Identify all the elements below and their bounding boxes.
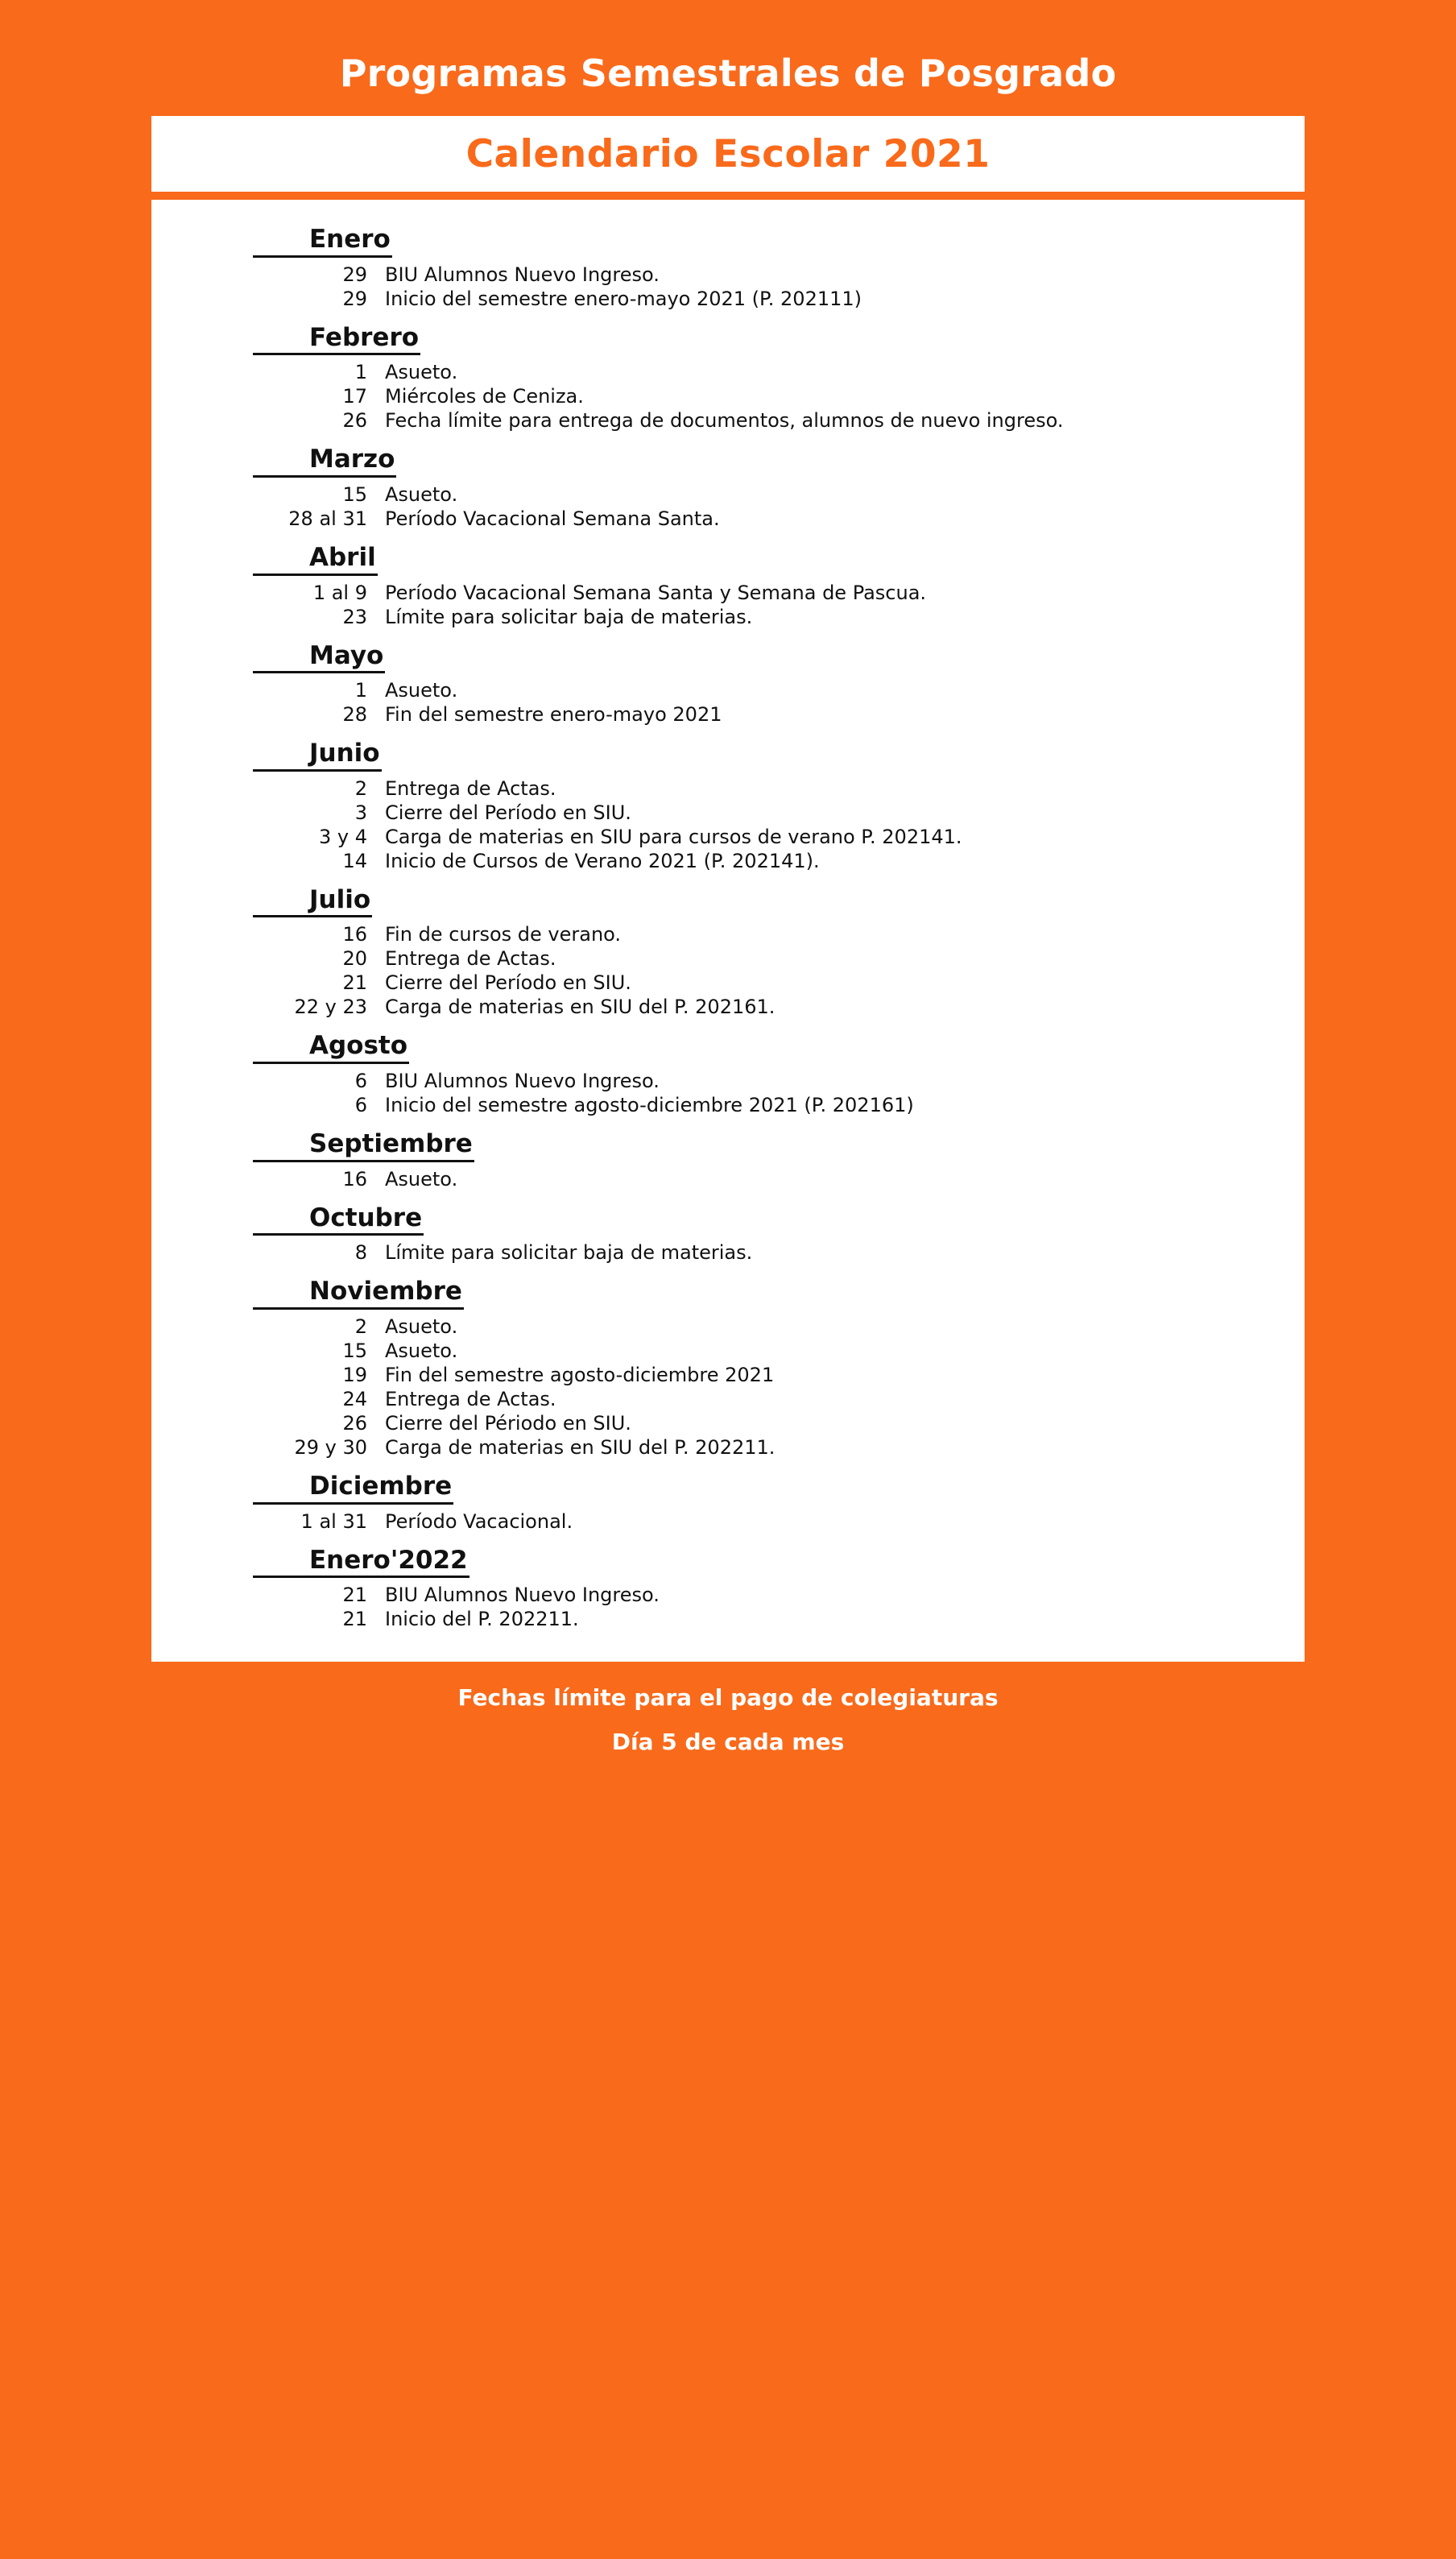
footer-line-1: Fechas límite para el pago de colegiaturas	[457, 1684, 999, 1712]
event-row	[151, 507, 1305, 531]
event-description: BIU Alumnos Nuevo Ingreso.	[385, 263, 660, 286]
event-date: 16	[342, 1167, 367, 1190]
month-heading-row	[151, 1204, 1305, 1236]
event-row	[151, 1435, 1305, 1460]
month-name: Junio	[253, 739, 382, 772]
month-name: Abril	[253, 544, 378, 576]
event-row	[151, 922, 1305, 946]
month-name: Marzo	[253, 445, 396, 478]
event-date: 28 al 31	[288, 507, 367, 530]
event-description: Límite para solicitar baja de materias.	[385, 605, 753, 628]
event-description: Período Vacacional Semana Santa.	[385, 507, 720, 530]
month-name: Diciembre	[253, 1472, 453, 1505]
event-row	[151, 384, 1305, 408]
event-description: Carga de materias en SIU del P. 202211.	[385, 1436, 776, 1460]
event-date: 2	[354, 1315, 367, 1339]
event-description: Inicio de Cursos de Verano 2021 (P. 202141).	[385, 849, 820, 872]
month-heading-row	[151, 445, 1305, 478]
event-date: 6	[354, 1070, 367, 1093]
event-date: 23	[342, 605, 367, 628]
month-block	[151, 1204, 1305, 1265]
event-description: Carga de materias en SIU para cursos de verano P. 202141.	[385, 825, 962, 848]
footer	[457, 1684, 998, 1773]
month-heading-row	[151, 739, 1305, 772]
event-row	[151, 408, 1305, 433]
event-date: 29	[342, 287, 367, 310]
event-date: 15	[342, 482, 367, 506]
event-date: 21	[342, 1608, 367, 1631]
event-date: 8	[354, 1241, 367, 1265]
month-heading-row	[151, 544, 1305, 576]
event-date: 19	[342, 1364, 367, 1387]
event-row	[151, 1240, 1305, 1265]
event-description: Entrega de Actas.	[385, 1388, 556, 1411]
event-date: 3	[354, 801, 367, 824]
event-row	[151, 995, 1305, 1019]
event-row	[151, 287, 1305, 311]
calendar-body	[151, 200, 1305, 1662]
event-date: 3 y 4	[319, 825, 367, 848]
event-description: Asueto.	[385, 1167, 458, 1190]
month-block	[151, 1277, 1305, 1460]
event-date: 26	[342, 409, 367, 433]
event-row	[151, 263, 1305, 287]
event-description: Fin de cursos de verano.	[385, 923, 622, 946]
event-description: Límite para solicitar baja de materias.	[385, 1241, 753, 1265]
event-date: 21	[342, 1584, 367, 1607]
event-date: 1 al 31	[300, 1509, 367, 1533]
month-name: Mayo	[253, 642, 385, 674]
event-description: Cierre del Período en SIU.	[385, 801, 631, 824]
month-block	[151, 1547, 1305, 1632]
event-description: Cierre del Périodo en SIU.	[385, 1412, 631, 1435]
event-date: 21	[342, 971, 367, 995]
event-date: 1 al 9	[312, 581, 367, 604]
month-heading-row	[151, 642, 1305, 674]
event-row	[151, 1411, 1305, 1435]
event-description: Entrega de Actas.	[385, 776, 556, 800]
footer-line-2: Día 5 de cada mes	[611, 1729, 845, 1756]
event-description: BIU Alumnos Nuevo Ingreso.	[385, 1584, 660, 1607]
event-description: Entrega de Actas.	[385, 947, 556, 971]
event-description: Fecha límite para entrega de documentos, alumnos de nuevo ingreso.	[385, 409, 1064, 433]
event-row	[151, 482, 1305, 507]
event-date: 22 y 23	[294, 996, 367, 1019]
month-name: Noviembre	[253, 1277, 464, 1310]
month-heading-row	[151, 1547, 1305, 1579]
event-row	[151, 581, 1305, 605]
event-description: Período Vacacional.	[385, 1509, 573, 1533]
event-date: 16	[342, 923, 367, 946]
event-row	[151, 1093, 1305, 1117]
event-date: 2	[354, 776, 367, 800]
event-row	[151, 1363, 1305, 1387]
event-row	[151, 605, 1305, 629]
month-name: Septiembre	[253, 1130, 474, 1162]
month-name: Enero	[253, 226, 392, 258]
event-row	[151, 849, 1305, 873]
header-divider	[151, 192, 1305, 200]
month-heading-row	[151, 1032, 1305, 1064]
month-name: Agosto	[253, 1032, 409, 1064]
event-description: BIU Alumnos Nuevo Ingreso.	[385, 1070, 660, 1093]
event-description: Asueto.	[385, 1340, 458, 1363]
month-name: Julio	[253, 886, 372, 918]
event-row	[151, 801, 1305, 825]
event-description: Cierre del Período en SIU.	[385, 971, 631, 995]
month-block	[151, 324, 1305, 433]
event-row	[151, 360, 1305, 384]
months-list	[151, 226, 1305, 1631]
month-block	[151, 544, 1305, 629]
month-heading-row	[151, 1277, 1305, 1310]
event-description: Miércoles de Ceniza.	[385, 385, 584, 408]
month-block	[151, 739, 1305, 873]
month-heading-row	[151, 324, 1305, 356]
month-block	[151, 1032, 1305, 1117]
event-row	[151, 1387, 1305, 1411]
event-date: 29	[342, 263, 367, 286]
month-name: Octubre	[253, 1204, 424, 1236]
month-heading-row	[151, 1472, 1305, 1505]
month-heading-row	[151, 226, 1305, 258]
month-block	[151, 1472, 1305, 1534]
event-row	[151, 702, 1305, 727]
event-row	[151, 776, 1305, 801]
event-date: 28	[342, 703, 367, 727]
month-block	[151, 886, 1305, 1020]
event-row	[151, 1339, 1305, 1363]
calendar-header-title: Calendario Escolar 2021	[465, 131, 991, 176]
event-description: Fin del semestre agosto-diciembre 2021	[385, 1364, 775, 1387]
month-heading-row	[151, 1130, 1305, 1162]
month-block	[151, 1130, 1305, 1191]
event-date: 29 y 30	[294, 1436, 367, 1460]
event-row	[151, 825, 1305, 849]
event-description: Asueto.	[385, 482, 458, 506]
event-row	[151, 1509, 1305, 1534]
event-description: Inicio del P. 202211.	[385, 1608, 579, 1631]
event-description: Asueto.	[385, 1315, 458, 1339]
event-row	[151, 1315, 1305, 1339]
event-date: 26	[342, 1412, 367, 1435]
event-date: 15	[342, 1340, 367, 1363]
event-description: Carga de materias en SIU del P. 202161.	[385, 996, 776, 1019]
page-title: Programas Semestrales de Posgrado	[339, 52, 1117, 95]
event-description: Período Vacacional Semana Santa y Semana de Pascua.	[385, 581, 927, 604]
event-row	[151, 971, 1305, 995]
month-name: Febrero	[253, 324, 420, 356]
event-row	[151, 1167, 1305, 1191]
event-row	[151, 946, 1305, 971]
event-description: Fin del semestre enero-mayo 2021	[385, 703, 722, 727]
calendar-card-header	[151, 116, 1305, 192]
event-date: 24	[342, 1388, 367, 1411]
event-row	[151, 1607, 1305, 1631]
calendar-card	[151, 116, 1305, 192]
event-row	[151, 1069, 1305, 1093]
month-heading-row	[151, 886, 1305, 918]
event-date: 14	[342, 849, 367, 872]
event-date: 6	[354, 1094, 367, 1117]
month-block	[151, 445, 1305, 531]
event-date: 1	[354, 679, 367, 702]
event-description: Inicio del semestre enero-mayo 2021 (P. 202111)	[385, 287, 862, 310]
event-row	[151, 678, 1305, 702]
event-description: Asueto.	[385, 361, 458, 384]
event-date: 20	[342, 947, 367, 971]
event-description: Asueto.	[385, 679, 458, 702]
month-block	[151, 226, 1305, 311]
event-date: 1	[354, 361, 367, 384]
event-date: 17	[342, 385, 367, 408]
event-description: Inicio del semestre agosto-diciembre 2021 (P. 202161)	[385, 1094, 914, 1117]
event-row	[151, 1583, 1305, 1607]
month-name: Enero'2022	[253, 1547, 469, 1579]
month-block	[151, 642, 1305, 727]
